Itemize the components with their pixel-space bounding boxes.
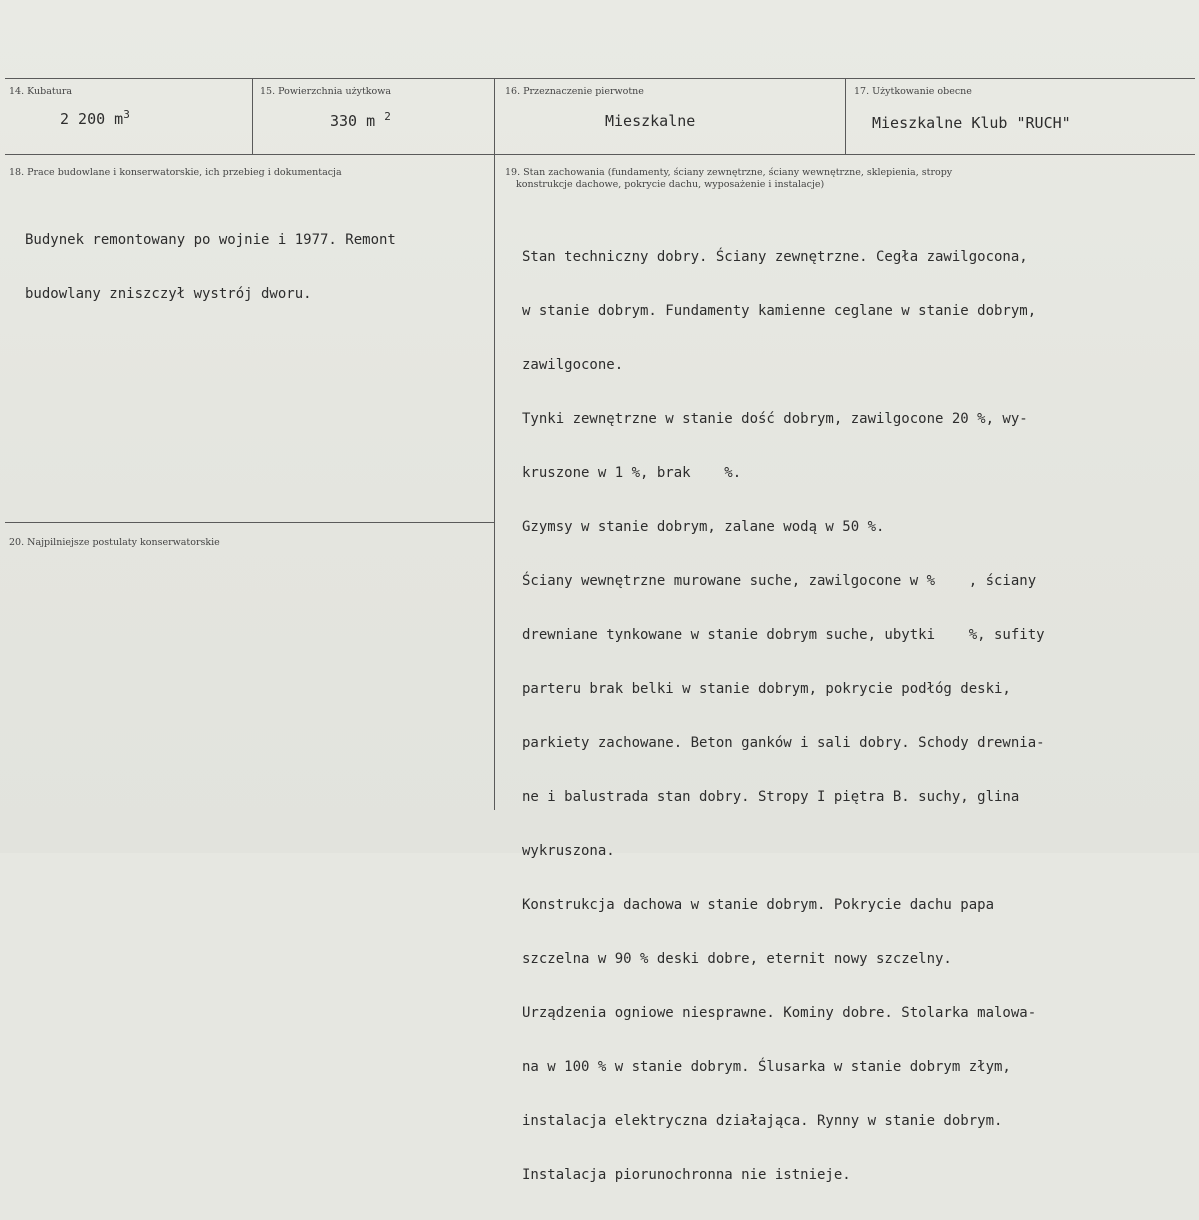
field17-value: Mieszkalne Klub "RUCH" [872, 114, 1071, 132]
field15-label: 15. Powierzchnia użytkowa [260, 86, 392, 97]
field19-line: parkiety zachowane. Beton ganków i sali dobry. Schody drewnia- [522, 735, 1045, 751]
field19-line: ne i balustrada stan dobry. Stropy I piętra B. suchy, glina [522, 789, 1020, 805]
field16-label: 16. Przeznaczenie pierwotne [505, 86, 644, 97]
divider-14-15 [252, 78, 253, 154]
field19-line: Konstrukcja dachowa w stanie dobrym. Pokrycie dachu papa [522, 897, 995, 913]
field19-line: wykruszona. [522, 843, 615, 859]
cubature-value: 2 200 m [60, 110, 124, 128]
field19-line: Urządzenia ogniowe niesprawne. Kominy dobre. Stolarka malowa- [522, 1005, 1037, 1021]
field19-line: Instalacja piorunochronna nie istnieje. [522, 1167, 851, 1183]
field18-line: Budynek remontowany po wojnie i 1977. Remont [25, 232, 396, 248]
field19-line: drewniane tynkowane w stanie dobrym suche, ubytki %, sufity [522, 627, 1045, 643]
field14-value [60, 108, 130, 128]
field14-label: 14. Kubatura [9, 86, 73, 97]
field19-line: instalacja elektryczna działająca. Rynny w stanie dobrym. [522, 1113, 1003, 1129]
field16-value: Mieszkalne [605, 112, 696, 130]
field19-text [522, 212, 1045, 1220]
main-vertical-divider [494, 78, 495, 810]
field15-value [330, 110, 391, 130]
field19-line: Stan techniczny dobry. Ściany zewnętrzne. Cegła zawilgocona, [522, 249, 1028, 265]
top-rule [5, 78, 1195, 79]
field19-label-line: konstrukcje dachowe, pokrycie dachu, wyposażenie i instalacje) [516, 179, 825, 190]
field19-line: szczelna w 90 % deski dobre, eternit nowy szczelny. [522, 951, 952, 967]
row1-bottom-rule [5, 154, 1195, 155]
field19-line: na w 100 % w stanie dobrym. Ślusarka w stanie dobrym złym, [522, 1059, 1011, 1075]
field18-bottom-rule [5, 522, 494, 523]
field18-label: 18. Prace budowlane i konserwatorskie, ich przebieg i dokumentacja [9, 167, 342, 178]
field19-line: Ściany wewnętrzne murowane suche, zawilgocone w % , ściany [522, 573, 1037, 589]
field19-line: kruszone w 1 %, brak %. [522, 465, 742, 481]
field19-line: w stanie dobrym. Fundamenty kamienne ceglane w stanie dobrym, [522, 303, 1037, 319]
field19-line: parteru brak belki w stanie dobrym, pokrycie podłóg deski, [522, 681, 1011, 697]
divider-16-17 [845, 78, 846, 154]
field18-text [25, 195, 396, 339]
field19-line: Gzymsy w stanie dobrym, zalane wodą w 50 %. [522, 519, 885, 535]
area-value: 330 m [330, 112, 385, 130]
area-unit-exponent: 2 [384, 110, 391, 123]
field19-line: zawilgocone. [522, 357, 624, 373]
field19-label-line: 19. Stan zachowania (fundamenty, ściany zewnętrzne, ściany wewnętrzne, sklepienia, stropy [505, 167, 953, 178]
field17-label: 17. Użytkowanie obecne [854, 86, 972, 97]
field18-line: budowlany zniszczył wystrój dworu. [25, 286, 312, 302]
field19-line: Tynki zewnętrzne w stanie dość dobrym, zawilgocone 20 %, wy- [522, 411, 1028, 427]
cubature-unit-exponent: 3 [123, 108, 130, 121]
field20-label: 20. Najpilniejsze postulaty konserwatorskie [9, 537, 220, 548]
field19-label [505, 167, 952, 191]
